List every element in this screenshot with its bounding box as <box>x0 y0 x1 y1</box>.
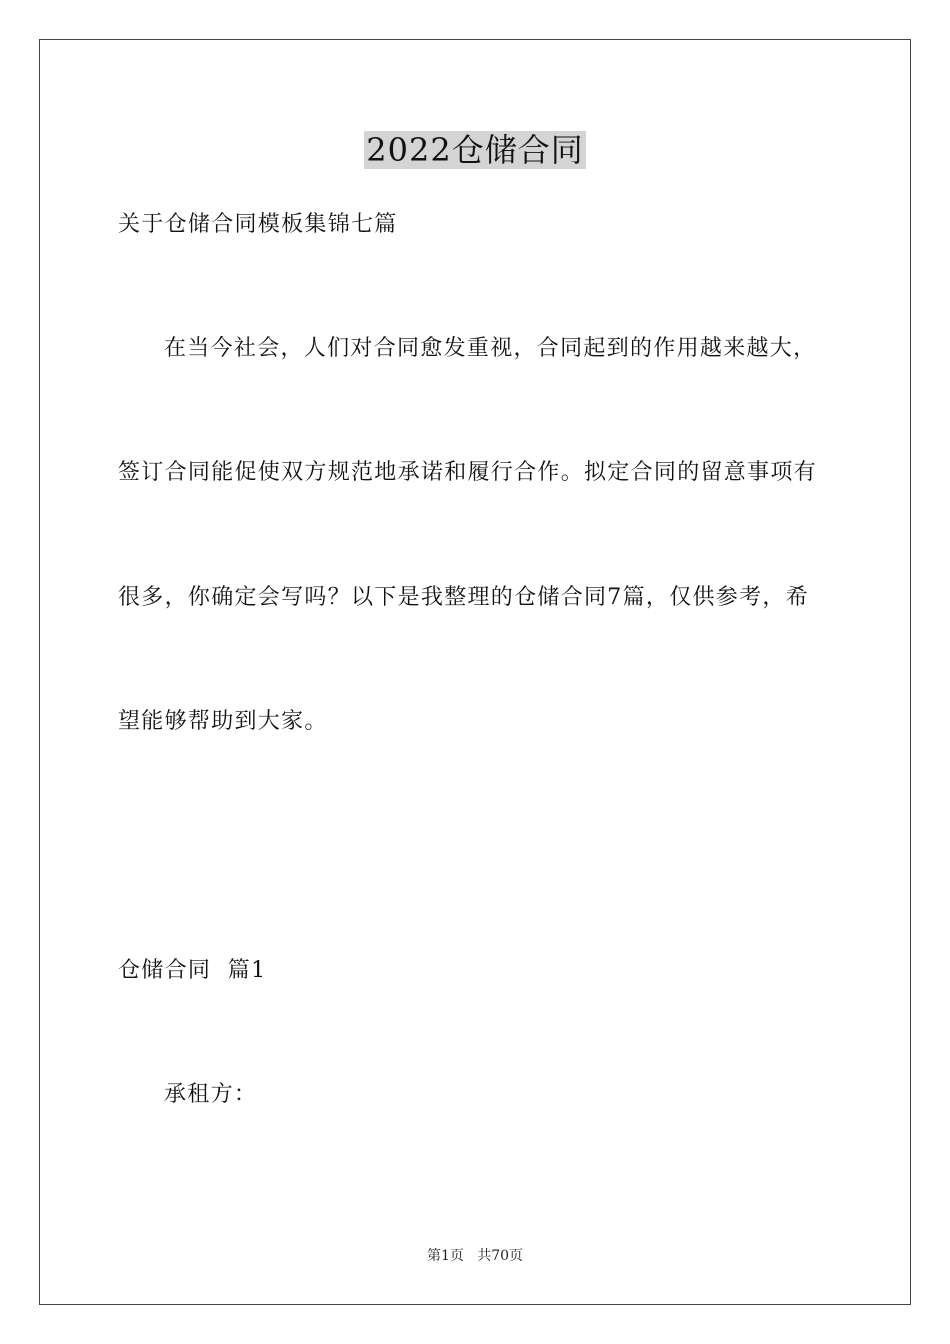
section-heading: 仓储合同 篇1 <box>118 958 267 983</box>
intro-line-4: 望能够帮助到大家。 <box>118 709 328 734</box>
intro-line-3: 很多，你确定会写吗？以下是我整理的仓储合同7篇，仅供参考，希 <box>118 585 809 610</box>
document-title <box>0 128 950 172</box>
page-footer: 第1页 共70页 <box>426 1248 524 1264</box>
intro-line-2: 签订合同能促使双方规范地承诺和履行合作。拟定合同的留意事项有 <box>118 460 818 485</box>
document-title-text: 2022仓储合同 <box>366 131 584 169</box>
document-subtitle: 关于仓储合同模板集锦七篇 <box>118 212 398 237</box>
intro-line-1: 在当今社会，人们对合同愈发重视，合同起到的作用越来越大， <box>164 336 817 361</box>
party-label: 承租方： <box>164 1082 258 1107</box>
